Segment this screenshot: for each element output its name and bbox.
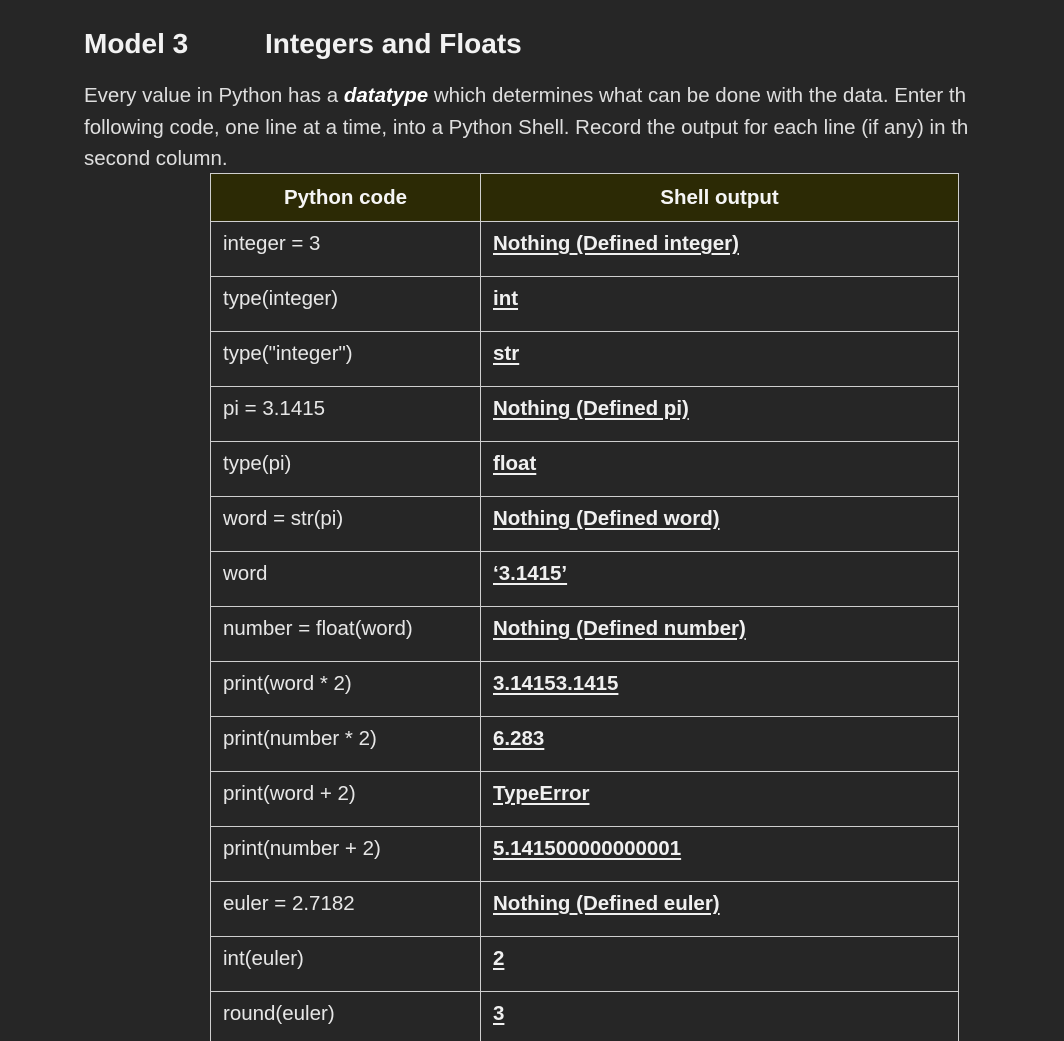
- code-cell: [211, 992, 481, 1041]
- intro-paragraph: [84, 80, 1064, 175]
- table-row: [211, 277, 959, 332]
- intro-line-1: [84, 80, 1064, 112]
- header-python-code: Python code: [211, 174, 481, 222]
- python-code-text: print(number + 2): [223, 837, 381, 860]
- output-cell: [481, 882, 959, 937]
- output-cell: [481, 827, 959, 882]
- code-cell: [211, 387, 481, 442]
- output-cell: [481, 332, 959, 387]
- python-code-text: euler = 2.7182: [223, 892, 355, 915]
- shell-output-text: ‘3.1415’: [493, 562, 568, 585]
- code-cell: [211, 772, 481, 827]
- table-row: [211, 992, 959, 1041]
- table-row: [211, 717, 959, 772]
- shell-output-text: Nothing (Defined word): [493, 507, 720, 530]
- table-row: [211, 772, 959, 827]
- output-cell: [481, 937, 959, 992]
- python-code-text: number = float(word): [223, 617, 413, 640]
- shell-output-text: 2: [493, 947, 505, 970]
- output-cell: [481, 387, 959, 442]
- python-code-text: word: [223, 562, 268, 585]
- code-cell: [211, 497, 481, 552]
- code-cell: [211, 607, 481, 662]
- table-row: [211, 442, 959, 497]
- table-row: [211, 937, 959, 992]
- shell-output-text: 5.141500000000001: [493, 837, 682, 860]
- table-row: [211, 332, 959, 387]
- python-code-text: print(number * 2): [223, 727, 377, 750]
- python-code-text: integer = 3: [223, 232, 321, 255]
- code-cell: [211, 277, 481, 332]
- shell-output-text: str: [493, 342, 520, 365]
- intro-text-start: Every value in Python has a: [84, 84, 344, 107]
- table-row: [211, 607, 959, 662]
- shell-output-text: Nothing (Defined integer): [493, 232, 739, 255]
- shell-output-text: Nothing (Defined pi): [493, 397, 689, 420]
- python-code-text: type(pi): [223, 452, 292, 475]
- table-row: [211, 882, 959, 937]
- table-header-row: [211, 174, 959, 222]
- code-cell: [211, 882, 481, 937]
- model-title: Integers and Floats: [265, 28, 522, 59]
- output-cell: [481, 497, 959, 552]
- output-cell: [481, 607, 959, 662]
- shell-output-text: 3.14153.1415: [493, 672, 619, 695]
- output-cell: [481, 772, 959, 827]
- python-code-text: int(euler): [223, 947, 304, 970]
- python-code-text: type("integer"): [223, 342, 353, 365]
- code-cell: [211, 332, 481, 387]
- table-row: [211, 222, 959, 277]
- code-cell: [211, 222, 481, 277]
- code-cell: [211, 827, 481, 882]
- python-code-text: pi = 3.1415: [223, 397, 326, 420]
- code-cell: [211, 717, 481, 772]
- table-row: [211, 497, 959, 552]
- datatype-term: datatype: [343, 84, 429, 107]
- shell-output-text: float: [493, 452, 537, 475]
- output-cell: [481, 992, 959, 1041]
- intro-line-2: following code, one line at a time, into a Python Shell. Record the output for each line (if any) in th: [84, 115, 969, 139]
- table-row: [211, 827, 959, 882]
- model-number: Model 3: [84, 28, 189, 59]
- output-cell: [481, 222, 959, 277]
- table-row: [211, 662, 959, 717]
- table-row: [211, 552, 959, 607]
- python-code-text: print(word * 2): [223, 672, 352, 695]
- shell-output-text: Nothing (Defined euler): [493, 892, 720, 915]
- output-cell: [481, 662, 959, 717]
- intro-line-3: second column.: [84, 147, 228, 170]
- python-code-text: word = str(pi): [223, 507, 344, 530]
- shell-output-text: Nothing (Defined number): [493, 617, 746, 640]
- python-code-text: print(word + 2): [223, 782, 356, 805]
- shell-output-text: TypeError: [493, 782, 590, 805]
- model-heading: [84, 28, 522, 60]
- shell-output-text: 3: [493, 1002, 505, 1025]
- code-cell: [211, 937, 481, 992]
- shell-output-text: int: [493, 287, 519, 310]
- python-code-text: round(euler): [223, 1002, 335, 1025]
- table-row: [211, 387, 959, 442]
- shell-output-text: 6.283: [493, 727, 545, 750]
- output-cell: [481, 277, 959, 332]
- code-cell: [211, 442, 481, 497]
- header-shell-output: Shell output: [481, 174, 959, 222]
- intro-text-rest: which determines what can be done with the data. Enter th: [428, 84, 967, 107]
- code-cell: [211, 552, 481, 607]
- output-cell: [481, 717, 959, 772]
- code-output-table: [210, 173, 959, 1041]
- output-cell: [481, 552, 959, 607]
- python-code-text: type(integer): [223, 287, 339, 310]
- output-cell: [481, 442, 959, 497]
- code-cell: [211, 662, 481, 717]
